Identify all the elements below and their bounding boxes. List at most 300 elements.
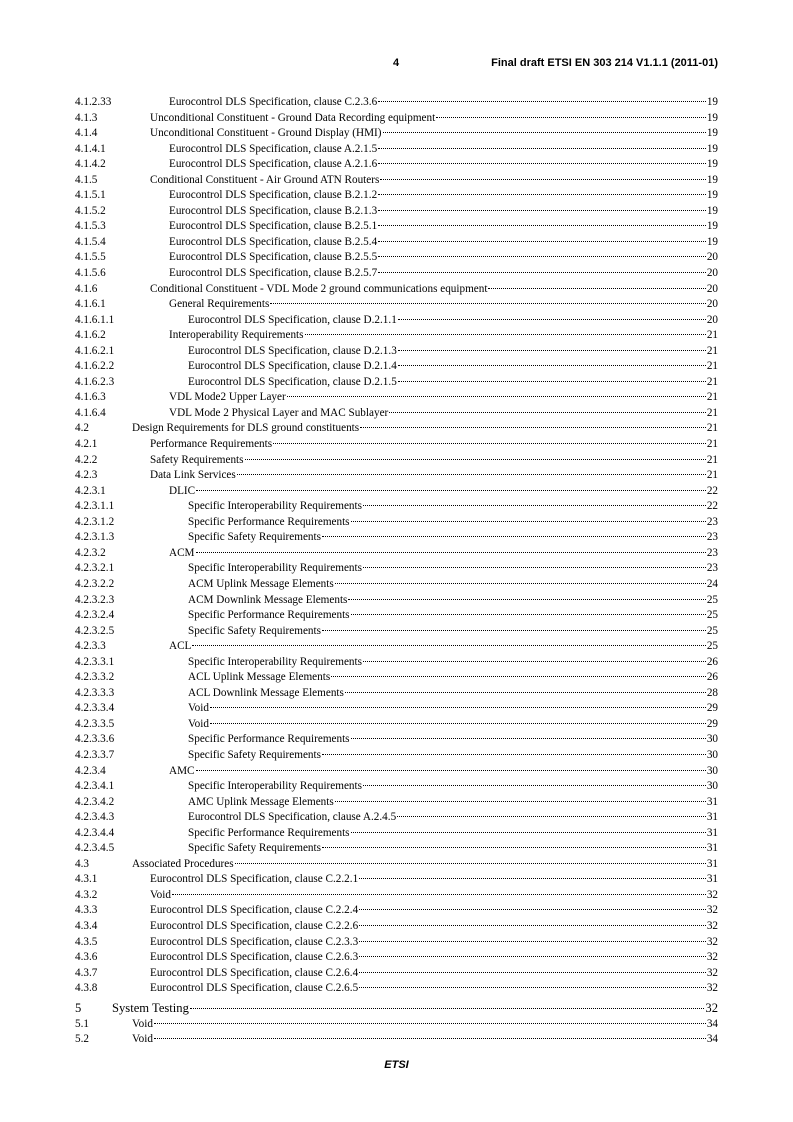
- toc-entry-number: 4.2.3.4.2: [75, 795, 115, 808]
- toc-entry-page: 19: [706, 158, 718, 171]
- toc-entry[interactable]: [75, 779, 718, 795]
- toc-entry-page: 23: [706, 531, 718, 544]
- toc-entry-number: 4.3.1: [75, 873, 98, 886]
- toc-leader-dots: [359, 972, 706, 973]
- toc-entry[interactable]: [75, 593, 718, 609]
- toc-entry-number: 4.1.5.5: [75, 251, 106, 264]
- toc-entry-page: 23: [706, 515, 718, 528]
- toc-entry[interactable]: [75, 872, 718, 888]
- toc-entry[interactable]: [75, 764, 718, 780]
- table-of-contents: [75, 95, 718, 1048]
- toc-entry-page: 19: [706, 111, 718, 124]
- toc-entry[interactable]: [75, 1017, 718, 1033]
- toc-entry-title: Eurocontrol DLS Specification, clause D.2.1.4: [188, 360, 397, 373]
- toc-leader-dots: [359, 956, 706, 957]
- toc-leader-dots: [154, 1023, 706, 1024]
- toc-leader-dots: [398, 319, 706, 320]
- toc-entry-number: 4.3.4: [75, 919, 98, 932]
- toc-entry-number: 4.1.6.3: [75, 391, 106, 404]
- toc-leader-dots: [488, 288, 705, 289]
- toc-entry-page: 22: [706, 500, 718, 513]
- toc-entry[interactable]: [75, 359, 718, 375]
- toc-entry-title: Eurocontrol DLS Specification, clause A.2.1.5: [169, 142, 378, 155]
- toc-entry-number: 4.1.5.3: [75, 220, 106, 233]
- toc-leader-dots: [359, 925, 706, 926]
- toc-entry-title: General Requirements: [169, 298, 270, 311]
- toc-entry-title: Specific Safety Requirements: [188, 624, 321, 637]
- toc-entry[interactable]: [75, 297, 718, 313]
- toc-leader-dots: [322, 630, 706, 631]
- toc-entry-title: AMC Uplink Message Elements: [188, 795, 334, 808]
- toc-entry[interactable]: [75, 313, 718, 329]
- toc-entry-title: Eurocontrol DLS Specification, clause B.2.1.2: [169, 189, 378, 202]
- toc-leader-dots: [345, 692, 706, 693]
- toc-entry[interactable]: [75, 857, 718, 873]
- toc-entry[interactable]: [75, 670, 718, 686]
- toc-leader-dots: [378, 241, 706, 242]
- toc-entry-title: Eurocontrol DLS Specification, clause C.2.2.6: [150, 919, 359, 932]
- toc-leader-dots: [331, 676, 706, 677]
- toc-entry-title: Eurocontrol DLS Specification, clause B.2.5.4: [169, 235, 378, 248]
- toc-leader-dots: [398, 350, 706, 351]
- toc-entry-number: 4.2.3.3.3: [75, 686, 115, 699]
- toc-entry-page: 24: [706, 577, 718, 590]
- toc-entry-title: ACL Downlink Message Elements: [188, 686, 344, 699]
- toc-leader-dots: [360, 427, 706, 428]
- toc-entry[interactable]: [75, 515, 718, 531]
- toc-leader-dots: [378, 163, 706, 164]
- toc-entry-page: 26: [706, 671, 718, 684]
- toc-entry-number: 4.1.5.1: [75, 189, 106, 202]
- toc-entry-number: 4.2.3.2.1: [75, 562, 115, 575]
- toc-entry-number: 4.1.2.33: [75, 96, 112, 108]
- toc-entry[interactable]: [75, 701, 718, 717]
- toc-entry-page: 34: [706, 1033, 718, 1046]
- toc-leader-dots: [389, 412, 706, 413]
- toc-entry-number: 4.2.3.2.4: [75, 609, 115, 622]
- toc-leader-dots: [363, 661, 706, 662]
- toc-entry-title: Eurocontrol DLS Specification, clause B.2.5.1: [169, 220, 378, 233]
- toc-entry[interactable]: [75, 608, 718, 624]
- toc-entry-title: Void: [132, 1017, 153, 1030]
- toc-entry-page: 20: [706, 298, 718, 311]
- toc-entry-number: 5.2: [75, 1033, 89, 1046]
- toc-entry-title: Void: [188, 702, 209, 715]
- toc-entry-page: 19: [706, 142, 718, 155]
- toc-leader-dots: [196, 552, 706, 553]
- toc-entry-title: Eurocontrol DLS Specification, clause C.2.3.3: [150, 935, 359, 948]
- toc-entry-number: 4.3: [75, 857, 89, 870]
- toc-entry[interactable]: [75, 966, 718, 982]
- toc-leader-dots: [245, 459, 706, 460]
- toc-entry-page: 32: [706, 966, 718, 979]
- toc-entry-title: System Testing: [112, 1000, 189, 1015]
- toc-entry-title: Specific Performance Requirements: [188, 826, 350, 839]
- toc-entry[interactable]: [75, 235, 718, 251]
- toc-entry-title: Specific Interoperability Requirements: [188, 655, 362, 668]
- toc-entry[interactable]: [75, 406, 718, 422]
- toc-entry-title: Eurocontrol DLS Specification, clause D.2.1.3: [188, 344, 397, 357]
- toc-entry-title: Specific Interoperability Requirements: [188, 780, 362, 793]
- toc-entry-title: Eurocontrol DLS Specification, clause B.2.1.3: [169, 204, 378, 217]
- toc-entry-page: 25: [706, 640, 718, 653]
- toc-leader-dots: [398, 381, 706, 382]
- toc-entry-number: 4.2.3: [75, 469, 98, 482]
- toc-entry-number: 4.2.3.1: [75, 484, 106, 497]
- toc-entry-number: 4.2: [75, 422, 89, 435]
- toc-entry-page: 21: [706, 438, 718, 451]
- toc-entry[interactable]: [75, 810, 718, 826]
- toc-entry-page: 30: [706, 733, 718, 746]
- toc-entry-number: 4.2.3.4.1: [75, 780, 115, 793]
- toc-entry-number: 4.1.5: [75, 173, 98, 186]
- toc-leader-dots: [363, 567, 706, 568]
- toc-entry[interactable]: [75, 142, 718, 158]
- toc-entry-title: Data Link Services: [150, 469, 236, 482]
- toc-leader-dots: [196, 490, 706, 491]
- toc-leader-dots: [172, 894, 706, 895]
- toc-entry[interactable]: [75, 841, 718, 857]
- toc-entry-page: 25: [706, 609, 718, 622]
- toc-entry[interactable]: [75, 95, 718, 111]
- toc-entry-title: ACM Downlink Message Elements: [188, 593, 348, 606]
- toc-entry-page: 31: [706, 795, 718, 808]
- toc-entry[interactable]: [75, 919, 718, 935]
- toc-entry[interactable]: [75, 437, 718, 453]
- toc-entry-page: 21: [706, 329, 718, 342]
- toc-entry-page: 21: [706, 360, 718, 373]
- toc-entry-title: Void: [132, 1033, 153, 1046]
- toc-leader-dots: [190, 1008, 705, 1009]
- toc-entry-page: 19: [706, 96, 718, 108]
- toc-entry-number: 4.2.3.2.2: [75, 577, 115, 590]
- toc-entry-number: 4.2.3.3.6: [75, 733, 115, 746]
- toc-entry-number: 4.3.3: [75, 904, 98, 917]
- toc-entry[interactable]: [75, 546, 718, 562]
- toc-entry-page: 21: [706, 453, 718, 466]
- toc-entry[interactable]: [75, 950, 718, 966]
- toc-entry-number: 4.1.6: [75, 282, 98, 295]
- toc-leader-dots: [378, 256, 706, 257]
- toc-entry-page: 31: [706, 811, 718, 824]
- toc-entry-page: 19: [706, 127, 718, 140]
- toc-entry-number: 4.3.8: [75, 982, 98, 995]
- toc-entry-title: ACM Uplink Message Elements: [188, 577, 334, 590]
- toc-leader-dots: [335, 583, 706, 584]
- toc-entry-page: 19: [706, 204, 718, 217]
- toc-entry-page: 20: [706, 282, 718, 295]
- toc-entry-title: Specific Safety Requirements: [188, 531, 321, 544]
- toc-entry-page: 22: [706, 484, 718, 497]
- toc-leader-dots: [322, 754, 706, 755]
- toc-entry[interactable]: [75, 639, 718, 655]
- toc-leader-dots: [287, 396, 706, 397]
- toc-entry[interactable]: [75, 390, 718, 406]
- toc-entry[interactable]: [75, 577, 718, 593]
- toc-entry[interactable]: [75, 561, 718, 577]
- toc-entry-title: Eurocontrol DLS Specification, clause A.2.4.5: [188, 811, 397, 824]
- toc-entry-number: 4.1.6.4: [75, 406, 106, 419]
- toc-leader-dots: [363, 505, 706, 506]
- toc-entry-number: 4.2.3.1.1: [75, 500, 115, 513]
- toc-entry-title: Specific Safety Requirements: [188, 748, 321, 761]
- toc-entry[interactable]: [75, 795, 718, 811]
- toc-entry[interactable]: [75, 204, 718, 220]
- toc-leader-dots: [380, 179, 705, 180]
- toc-entry-number: 4.1.4.2: [75, 158, 106, 171]
- toc-leader-dots: [378, 272, 706, 273]
- toc-entry-title: Eurocontrol DLS Specification, clause C.2.6.5: [150, 982, 359, 995]
- toc-entry-page: 23: [706, 562, 718, 575]
- toc-entry-title: Associated Procedures: [132, 857, 234, 870]
- toc-entry-title: Eurocontrol DLS Specification, clause B.2.5.7: [169, 267, 378, 280]
- toc-entry-number: 4.1.3: [75, 111, 98, 124]
- toc-entry-title: Design Requirements for DLS ground constituents: [132, 422, 360, 435]
- toc-entry-title: Specific Interoperability Requirements: [188, 500, 362, 513]
- toc-entry-title: DLIC: [169, 484, 196, 497]
- toc-entry-page: 32: [706, 919, 718, 932]
- toc-entry-page: 28: [706, 686, 718, 699]
- toc-entry-title: Conditional Constituent - Air Ground ATN Routers: [150, 173, 380, 186]
- toc-leader-dots: [378, 225, 706, 226]
- toc-entry-page: 25: [706, 593, 718, 606]
- toc-entry[interactable]: [75, 903, 718, 919]
- toc-entry-number: 4.3.6: [75, 951, 98, 964]
- toc-entry[interactable]: [75, 188, 718, 204]
- toc-leader-dots: [154, 1038, 706, 1039]
- toc-entry-number: 4.1.5.2: [75, 204, 106, 217]
- toc-entry-title: Specific Performance Requirements: [188, 609, 350, 622]
- toc-entry[interactable]: [75, 328, 718, 344]
- toc-entry[interactable]: [75, 935, 718, 951]
- toc-leader-dots: [348, 599, 705, 600]
- toc-entry-title: Eurocontrol DLS Specification, clause C.2.2.4: [150, 904, 359, 917]
- toc-entry-number: 4.2.1: [75, 438, 98, 451]
- toc-entry[interactable]: [75, 266, 718, 282]
- toc-leader-dots: [196, 770, 706, 771]
- toc-entry-page: 20: [706, 313, 718, 326]
- toc-leader-dots: [305, 334, 706, 335]
- toc-entry[interactable]: [75, 624, 718, 640]
- toc-entry-title: Performance Requirements: [150, 438, 273, 451]
- toc-entry-page: 31: [706, 873, 718, 886]
- toc-leader-dots: [383, 132, 706, 133]
- toc-entry-title: VDL Mode2 Upper Layer: [169, 391, 286, 404]
- toc-leader-dots: [436, 117, 706, 118]
- toc-entry-title: Eurocontrol DLS Specification, clause C.2.3.6: [169, 96, 378, 108]
- page-header: [0, 57, 793, 73]
- toc-entry-page: 31: [706, 857, 718, 870]
- toc-entry[interactable]: [75, 250, 718, 266]
- toc-entry-page: 29: [706, 702, 718, 715]
- toc-leader-dots: [398, 365, 706, 366]
- toc-entry-title: Void: [188, 717, 209, 730]
- toc-entry-number: 4.1.6.2: [75, 329, 106, 342]
- toc-entry-page: 21: [706, 375, 718, 388]
- toc-entry-number: 4.2.3.3.5: [75, 717, 115, 730]
- toc-entry-number: 4.2.3.2: [75, 546, 106, 559]
- toc-entry[interactable]: [75, 453, 718, 469]
- toc-entry-number: 4.2.3.4.4: [75, 826, 115, 839]
- toc-entry-title: ACM: [169, 546, 195, 559]
- toc-entry-page: 31: [706, 826, 718, 839]
- toc-entry-number: 4.2.3.2.3: [75, 593, 115, 606]
- toc-entry-page: 32: [706, 888, 718, 901]
- toc-entry-number: 4.3.2: [75, 888, 98, 901]
- toc-entry[interactable]: [75, 499, 718, 515]
- toc-entry-page: 21: [706, 406, 718, 419]
- toc-entry[interactable]: [75, 375, 718, 391]
- toc-leader-dots: [270, 303, 705, 304]
- toc-entry-number: 4.1.6.1.1: [75, 313, 115, 326]
- toc-entry-page: 32: [706, 904, 718, 917]
- toc-leader-dots: [273, 443, 706, 444]
- toc-leader-dots: [235, 863, 706, 864]
- toc-leader-dots: [335, 801, 706, 802]
- toc-entry-number: 4.2.3.1.2: [75, 515, 115, 528]
- toc-entry-number: 4.2.3.2.5: [75, 624, 115, 637]
- toc-entry-page: 21: [706, 391, 718, 404]
- toc-entry-title: Eurocontrol DLS Specification, clause C.2.2.1: [150, 873, 359, 886]
- document-title: Final draft ETSI EN 303 214 V1.1.1 (2011-01): [491, 57, 718, 69]
- page-number: 4: [393, 57, 400, 69]
- toc-entry[interactable]: [75, 1032, 718, 1048]
- toc-entry[interactable]: [75, 717, 718, 733]
- toc-entry-number: 4.2.3.1.3: [75, 531, 115, 544]
- toc-entry-title: Eurocontrol DLS Specification, clause D.2.1.1: [188, 313, 397, 326]
- toc-leader-dots: [363, 785, 706, 786]
- toc-entry-page: 19: [706, 235, 718, 248]
- toc-entry-page: 19: [706, 220, 718, 233]
- toc-entry[interactable]: [75, 484, 718, 500]
- toc-entry-title: Specific Performance Requirements: [188, 733, 350, 746]
- toc-leader-dots: [322, 536, 706, 537]
- toc-entry-title: AMC: [169, 764, 195, 777]
- toc-entry-page: 25: [706, 624, 718, 637]
- toc-entry-title: ACL: [169, 640, 192, 653]
- toc-leader-dots: [351, 614, 706, 615]
- toc-entry-number: 4.2.3.3: [75, 640, 106, 653]
- toc-leader-dots: [359, 909, 706, 910]
- toc-entry[interactable]: [75, 126, 718, 142]
- toc-entry-number: 4.1.6.2.2: [75, 360, 115, 373]
- toc-entry[interactable]: [75, 219, 718, 235]
- toc-entry[interactable]: [75, 421, 718, 437]
- toc-entry-page: 19: [706, 173, 718, 186]
- toc-entry-page: 31: [706, 842, 718, 855]
- toc-entry-number: 4.2.3.4.3: [75, 811, 115, 824]
- toc-entry-number: 4.2.3.4: [75, 764, 106, 777]
- toc-entry-page: 32: [706, 951, 718, 964]
- toc-entry[interactable]: [75, 173, 718, 189]
- toc-entry-number: 4.1.6.1: [75, 298, 106, 311]
- toc-entry-page: 29: [706, 717, 718, 730]
- toc-entry[interactable]: [75, 1000, 718, 1017]
- toc-entry-page: 26: [706, 655, 718, 668]
- toc-entry[interactable]: [75, 344, 718, 360]
- toc-leader-dots: [210, 723, 706, 724]
- toc-entry-number: 4.2.3.3.2: [75, 671, 115, 684]
- toc-entry[interactable]: [75, 468, 718, 484]
- toc-leader-dots: [192, 645, 705, 646]
- toc-entry-page: 19: [706, 189, 718, 202]
- toc-entry-number: 4.2.3.3.7: [75, 748, 115, 761]
- toc-entry[interactable]: [75, 732, 718, 748]
- toc-leader-dots: [359, 987, 706, 988]
- toc-entry-number: 4.2.3.3.1: [75, 655, 115, 668]
- toc-entry[interactable]: [75, 282, 718, 298]
- toc-leader-dots: [397, 816, 706, 817]
- toc-entry[interactable]: [75, 530, 718, 546]
- toc-entry-number: 4.2.3.4.5: [75, 842, 115, 855]
- toc-entry-page: 21: [706, 344, 718, 357]
- toc-leader-dots: [322, 847, 706, 848]
- toc-entry-title: Specific Performance Requirements: [188, 515, 350, 528]
- toc-entry-title: Specific Safety Requirements: [188, 842, 321, 855]
- toc-entry-title: Eurocontrol DLS Specification, clause D.2.1.5: [188, 375, 397, 388]
- toc-entry-title: Void: [150, 888, 171, 901]
- toc-entry-page: 23: [706, 546, 718, 559]
- toc-entry-number: 4.1.6.2.1: [75, 344, 115, 357]
- toc-entry[interactable]: [75, 826, 718, 842]
- toc-entry-page: 30: [706, 748, 718, 761]
- toc-entry[interactable]: [75, 686, 718, 702]
- toc-leader-dots: [237, 474, 706, 475]
- toc-entry-page: 32: [706, 935, 718, 948]
- toc-entry[interactable]: [75, 157, 718, 173]
- toc-entry-page: 32: [705, 1000, 718, 1015]
- toc-entry-title: VDL Mode 2 Physical Layer and MAC Sublayer: [169, 406, 389, 419]
- toc-entry-page: 20: [706, 267, 718, 280]
- toc-entry-page: 21: [706, 422, 718, 435]
- toc-entry[interactable]: [75, 655, 718, 671]
- toc-entry-page: 30: [706, 764, 718, 777]
- toc-entry-number: 4.1.4: [75, 127, 98, 140]
- toc-entry-page: 21: [706, 469, 718, 482]
- toc-entry-title: Conditional Constituent - VDL Mode 2 ground communications equipment: [150, 282, 488, 295]
- toc-entry-page: 20: [706, 251, 718, 264]
- toc-entry-number: 4.3.7: [75, 966, 98, 979]
- toc-entry-number: 4.1.4.1: [75, 142, 106, 155]
- toc-entry-page: 34: [706, 1017, 718, 1030]
- toc-entry-title: Eurocontrol DLS Specification, clause C.2.6.4: [150, 966, 359, 979]
- toc-entry-title: Eurocontrol DLS Specification, clause A.2.1.6: [169, 158, 378, 171]
- toc-leader-dots: [210, 707, 706, 708]
- toc-leader-dots: [351, 738, 706, 739]
- toc-entry-number: 4.2.3.3.4: [75, 702, 115, 715]
- toc-entry-title: Specific Interoperability Requirements: [188, 562, 362, 575]
- toc-leader-dots: [351, 521, 706, 522]
- toc-entry[interactable]: [75, 748, 718, 764]
- toc-entry[interactable]: [75, 111, 718, 127]
- toc-leader-dots: [378, 194, 706, 195]
- toc-entry-title: Unconditional Constituent - Ground Data Recording equipment: [150, 111, 436, 124]
- toc-entry-title: Eurocontrol DLS Specification, clause B.2.5.5: [169, 251, 378, 264]
- toc-entry-page: 32: [706, 982, 718, 995]
- toc-entry[interactable]: [75, 888, 718, 904]
- toc-entry-number: 5: [75, 1000, 82, 1015]
- toc-entry-number: 4.1.5.4: [75, 235, 106, 248]
- toc-leader-dots: [359, 878, 706, 879]
- toc-leader-dots: [351, 832, 706, 833]
- toc-entry-page: 30: [706, 780, 718, 793]
- toc-leader-dots: [378, 101, 706, 102]
- toc-entry-number: 5.1: [75, 1017, 89, 1030]
- toc-entry-number: 4.3.5: [75, 935, 98, 948]
- toc-entry[interactable]: [75, 981, 718, 997]
- toc-entry-title: Interoperability Requirements: [169, 329, 304, 342]
- toc-entry-title: ACL Uplink Message Elements: [188, 671, 331, 684]
